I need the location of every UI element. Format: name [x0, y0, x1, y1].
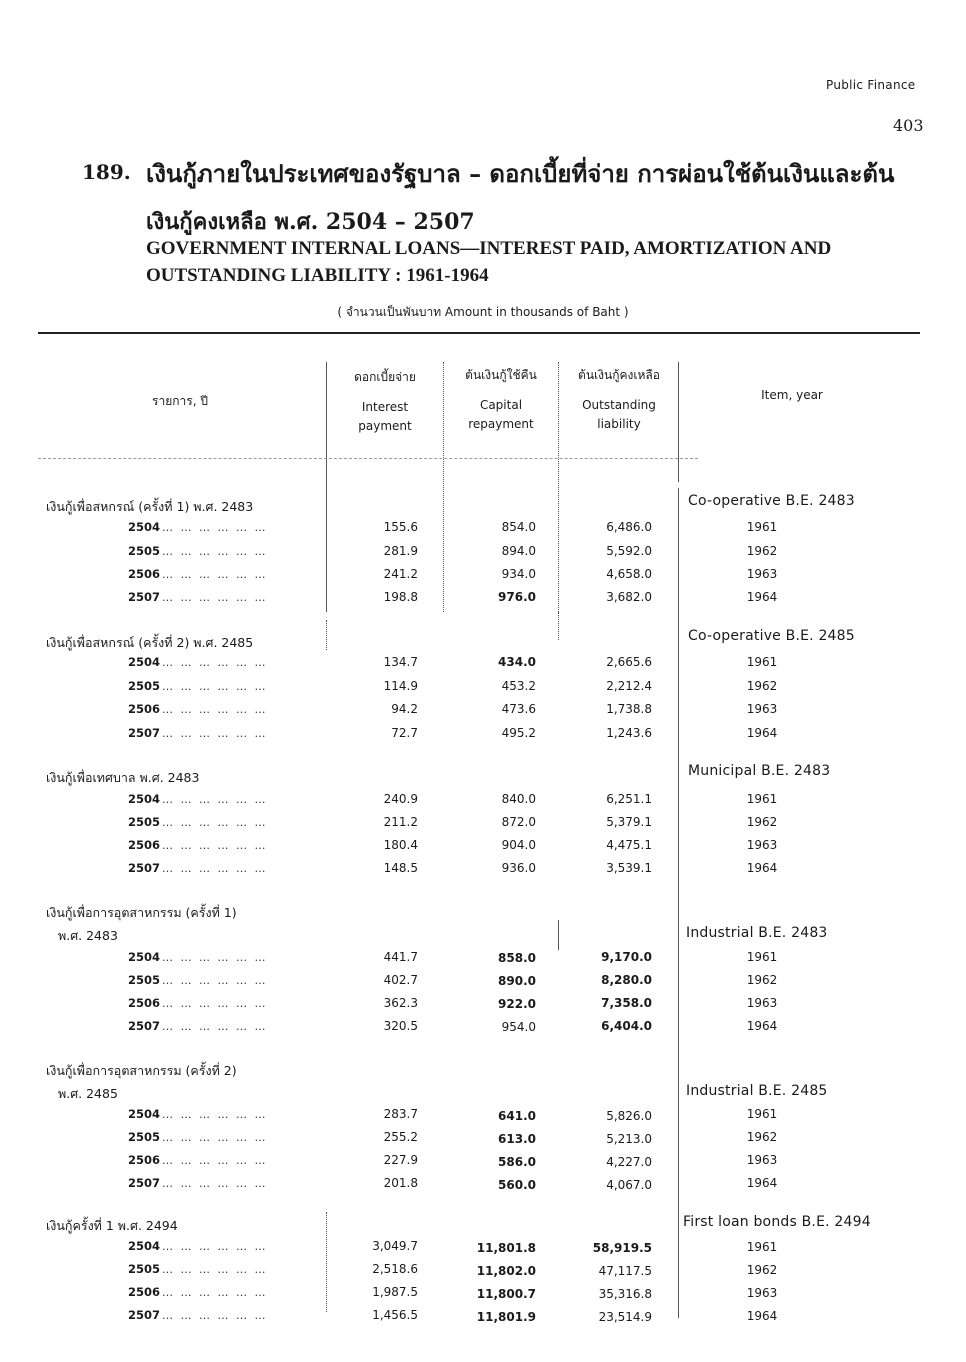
outstanding-cell: 1,243.6: [606, 726, 652, 740]
year-be: 2504: [128, 1107, 161, 1121]
leader-dots: … … … … … …: [162, 816, 268, 829]
year-be: 2507: [128, 1308, 161, 1322]
column-divider: [558, 612, 559, 640]
interest-cell: 241.2: [383, 567, 418, 581]
year-be: 2507: [128, 590, 161, 604]
header-item-thai: รายการ, ปี: [152, 394, 208, 408]
year-be: 2504: [128, 520, 161, 534]
interest-cell: 362.3: [383, 996, 418, 1010]
year-be: 2506: [128, 567, 161, 581]
outstanding-cell: 7,358.0: [601, 996, 652, 1010]
capital-cell: 858.0: [498, 951, 536, 965]
year-ce: 1963: [746, 996, 778, 1010]
leader-dots: … … … … … …: [162, 1131, 268, 1144]
leader-dots: … … … … … …: [162, 1020, 268, 1033]
year-ce: 1962: [746, 973, 778, 987]
interest-cell: 3,049.7: [372, 1239, 418, 1253]
year-ce: 1961: [746, 792, 778, 806]
year-be: 2505: [128, 679, 161, 693]
capital-cell: 434.0: [498, 655, 536, 669]
leader-dots: … … … … … …: [162, 997, 268, 1010]
year-ce: 1964: [746, 726, 778, 740]
capital-cell: 11,802.0: [476, 1264, 536, 1278]
year-ce: 1963: [746, 702, 778, 716]
year-ce: 1964: [746, 590, 778, 604]
year-ce: 1961: [746, 520, 778, 534]
year-ce: 1963: [746, 838, 778, 852]
year-ce: 1962: [746, 1130, 778, 1144]
year-be: 2505: [128, 1130, 161, 1144]
leader-dots: … … … … … …: [162, 1309, 268, 1322]
leader-dots: … … … … … …: [162, 1154, 268, 1167]
capital-cell: 890.0: [498, 974, 536, 988]
page-number: 403: [893, 116, 924, 135]
year-ce: 1962: [746, 1263, 778, 1277]
interest-cell: 201.8: [383, 1176, 418, 1190]
capital-cell: 854.0: [501, 520, 536, 534]
interest-cell: 1,456.5: [372, 1308, 418, 1322]
year-ce: 1963: [746, 1286, 778, 1300]
header-interest-line-2: payment: [358, 419, 412, 433]
year-be: 2507: [128, 1176, 161, 1190]
interest-cell: 155.6: [383, 520, 418, 534]
header-outstanding-line-2: liability: [597, 417, 641, 431]
leader-dots: … … … … … …: [162, 521, 268, 534]
header-outstanding-line-1: Outstanding: [582, 398, 656, 412]
table-top-rule: [38, 332, 920, 334]
year-be: 2504: [128, 792, 161, 806]
interest-cell: 148.5: [383, 861, 418, 875]
outstanding-cell: 3,682.0: [606, 590, 652, 604]
capital-cell: 473.6: [501, 702, 536, 716]
capital-cell: 613.0: [498, 1132, 536, 1146]
capital-cell: 894.0: [501, 544, 536, 558]
leader-dots: … … … … … …: [162, 656, 268, 669]
leader-dots: … … … … … …: [162, 703, 268, 716]
header-interest-thai: ดอกเบี้ยจ่าย: [354, 370, 416, 384]
outstanding-cell: 58,919.5: [592, 1241, 652, 1255]
leader-dots: … … … … … …: [162, 951, 268, 964]
capital-cell: 495.2: [501, 726, 536, 740]
interest-cell: 134.7: [383, 655, 418, 669]
leader-dots: … … … … … …: [162, 591, 268, 604]
year-ce: 1964: [746, 861, 778, 875]
outstanding-cell: 3,539.1: [606, 861, 652, 875]
header-capital-thai: ต้นเงินกู้ใช้คืน: [465, 368, 537, 382]
year-be: 2505: [128, 1262, 161, 1276]
year-ce: 1964: [746, 1019, 778, 1033]
year-ce: 1964: [746, 1176, 778, 1190]
capital-cell: 904.0: [501, 838, 536, 852]
interest-cell: 227.9: [383, 1153, 418, 1167]
outstanding-cell: 1,738.8: [606, 702, 652, 716]
leader-dots: … … … … … …: [162, 568, 268, 581]
column-divider: [678, 362, 679, 482]
section-label-english: Industrial B.E. 2483: [686, 925, 828, 941]
header-outstanding-english: [564, 396, 674, 434]
table-number: 189.: [82, 160, 131, 184]
leader-dots: … … … … … …: [162, 1240, 268, 1253]
leader-dots: … … … … … …: [162, 727, 268, 740]
capital-cell: 586.0: [498, 1155, 536, 1169]
column-divider: [558, 362, 559, 612]
year-ce: 1964: [746, 1309, 778, 1323]
capital-cell: 11,801.8: [476, 1241, 536, 1255]
table-title-english-line-2: OUTSTANDING LIABILITY : 1961-1964: [146, 265, 489, 286]
year-be: 2507: [128, 726, 161, 740]
outstanding-cell: 5,213.0: [606, 1132, 652, 1146]
section-label-thai: เงินกู้เพื่อการอุตสาหกรรม (ครั้งที่ 1): [46, 905, 237, 920]
outstanding-cell: 2,212.4: [606, 679, 652, 693]
section-label-thai: เงินกู้เพื่อสหกรณ์ (ครั้งที่ 2) พ.ศ. 2485: [46, 635, 254, 650]
year-be: 2504: [128, 950, 161, 964]
capital-cell: 840.0: [501, 792, 536, 806]
interest-cell: 402.7: [383, 973, 418, 987]
header-interest-line-1: Interest: [361, 400, 409, 414]
section-label-thai-line-2: พ.ศ. 2485: [58, 1086, 118, 1101]
outstanding-cell: 2,665.6: [606, 655, 652, 669]
section-label-english: Industrial B.E. 2485: [686, 1083, 828, 1099]
year-be: 2507: [128, 1019, 161, 1033]
column-divider: [326, 362, 327, 612]
year-ce: 1961: [746, 1240, 778, 1254]
column-divider: [326, 1212, 327, 1312]
capital-cell: 872.0: [501, 815, 536, 829]
column-divider: [678, 488, 679, 1318]
outstanding-cell: 23,514.9: [598, 1310, 652, 1324]
header-item-english: Item, year: [761, 388, 823, 402]
outstanding-cell: 4,658.0: [606, 567, 652, 581]
section-label-thai: เงินกู้เพื่อเทศบาล พ.ศ. 2483: [46, 770, 200, 785]
section-label-thai: เงินกู้เพื่อสหกรณ์ (ครั้งที่ 1) พ.ศ. 2483: [46, 499, 254, 514]
outstanding-cell: 4,227.0: [606, 1155, 652, 1169]
outstanding-cell: 6,251.1: [606, 792, 652, 806]
interest-cell: 180.4: [383, 838, 418, 852]
leader-dots: … … … … … …: [162, 680, 268, 693]
year-be: 2506: [128, 1153, 161, 1167]
section-label-thai-line-2: พ.ศ. 2483: [58, 928, 118, 943]
capital-cell: 954.0: [501, 1020, 536, 1034]
interest-cell: 2,518.6: [372, 1262, 418, 1276]
leader-dots: … … … … … …: [162, 793, 268, 806]
interest-cell: 1,987.5: [372, 1285, 418, 1299]
outstanding-cell: 6,404.0: [601, 1019, 652, 1033]
interest-cell: 255.2: [383, 1130, 418, 1144]
running-head: Public Finance: [826, 78, 916, 92]
capital-cell: 11,801.9: [476, 1310, 536, 1324]
header-interest-english: [334, 398, 436, 436]
year-ce: 1961: [746, 655, 778, 669]
header-rule: [38, 458, 698, 459]
capital-cell: 453.2: [501, 679, 536, 693]
leader-dots: … … … … … …: [162, 1263, 268, 1276]
year-be: 2505: [128, 973, 161, 987]
year-ce: 1961: [746, 1107, 778, 1121]
interest-cell: 240.9: [383, 792, 418, 806]
header-capital-english: [450, 396, 552, 434]
outstanding-cell: 4,067.0: [606, 1178, 652, 1192]
year-ce: 1963: [746, 567, 778, 581]
year-be: 2504: [128, 655, 161, 669]
column-divider: [443, 362, 444, 612]
year-be: 2506: [128, 996, 161, 1010]
leader-dots: … … … … … …: [162, 1286, 268, 1299]
interest-cell: 281.9: [383, 544, 418, 558]
outstanding-cell: 4,475.1: [606, 838, 652, 852]
header-capital-line-2: repayment: [468, 417, 534, 431]
section-label-thai: เงินกู้เพื่อการอุตสาหกรรม (ครั้งที่ 2): [46, 1063, 237, 1078]
outstanding-cell: 5,592.0: [606, 544, 652, 558]
section-label-english: Municipal B.E. 2483: [688, 763, 831, 779]
outstanding-cell: 6,486.0: [606, 520, 652, 534]
interest-cell: 283.7: [383, 1107, 418, 1121]
leader-dots: … … … … … …: [162, 974, 268, 987]
interest-cell: 94.2: [391, 702, 418, 716]
leader-dots: … … … … … …: [162, 1108, 268, 1121]
outstanding-cell: 47,117.5: [598, 1264, 652, 1278]
leader-dots: … … … … … …: [162, 545, 268, 558]
year-be: 2506: [128, 838, 161, 852]
table-title-thai-line-2: เงินกู้คงเหลือ พ.ศ. 2504 – 2507: [146, 209, 475, 235]
year-be: 2505: [128, 815, 161, 829]
interest-cell: 198.8: [383, 590, 418, 604]
year-ce: 1963: [746, 1153, 778, 1167]
interest-cell: 114.9: [383, 679, 418, 693]
year-be: 2505: [128, 544, 161, 558]
interest-cell: 441.7: [383, 950, 418, 964]
year-ce: 1962: [746, 544, 778, 558]
leader-dots: … … … … … …: [162, 862, 268, 875]
outstanding-cell: 35,316.8: [598, 1287, 652, 1301]
column-divider: [558, 920, 559, 950]
units-note: ( จำนวนเป็นพันบาท Amount in thousands of Baht ): [337, 305, 629, 319]
leader-dots: … … … … … …: [162, 839, 268, 852]
year-be: 2504: [128, 1239, 161, 1253]
capital-cell: 976.0: [498, 590, 536, 604]
header-capital-line-1: Capital: [479, 398, 523, 412]
section-label-english: Co-operative B.E. 2483: [688, 493, 855, 509]
year-ce: 1962: [746, 679, 778, 693]
section-label-english: Co-operative B.E. 2485: [688, 628, 855, 644]
year-be: 2506: [128, 702, 161, 716]
section-label-thai: เงินกู้ครั้งที่ 1 พ.ศ. 2494: [46, 1218, 178, 1233]
header-outstanding-thai: ต้นเงินกู้คงเหลือ: [578, 368, 660, 382]
outstanding-cell: 9,170.0: [601, 950, 652, 964]
capital-cell: 934.0: [501, 567, 536, 581]
interest-cell: 320.5: [383, 1019, 418, 1033]
year-be: 2507: [128, 861, 161, 875]
year-ce: 1961: [746, 950, 778, 964]
capital-cell: 641.0: [498, 1109, 536, 1123]
year-ce: 1962: [746, 815, 778, 829]
outstanding-cell: 5,379.1: [606, 815, 652, 829]
outstanding-cell: 8,280.0: [601, 973, 652, 987]
section-label-english: First loan bonds B.E. 2494: [683, 1214, 871, 1230]
interest-cell: 211.2: [383, 815, 418, 829]
column-divider: [326, 620, 327, 650]
year-be: 2506: [128, 1285, 161, 1299]
capital-cell: 11,800.7: [476, 1287, 536, 1301]
capital-cell: 936.0: [501, 861, 536, 875]
capital-cell: 560.0: [498, 1178, 536, 1192]
leader-dots: … … … … … …: [162, 1177, 268, 1190]
table-title-english-line-1: GOVERNMENT INTERNAL LOANS—INTEREST PAID, AMORTIZATION AND: [146, 238, 832, 259]
interest-cell: 72.7: [391, 726, 418, 740]
table-title-thai-line-1: เงินกู้ภายในประเทศของรัฐบาล – ดอกเบี้ยที่จ่าย การผ่อนใช้ต้นเงินและต้น: [146, 159, 895, 188]
capital-cell: 922.0: [498, 997, 536, 1011]
outstanding-cell: 5,826.0: [606, 1109, 652, 1123]
